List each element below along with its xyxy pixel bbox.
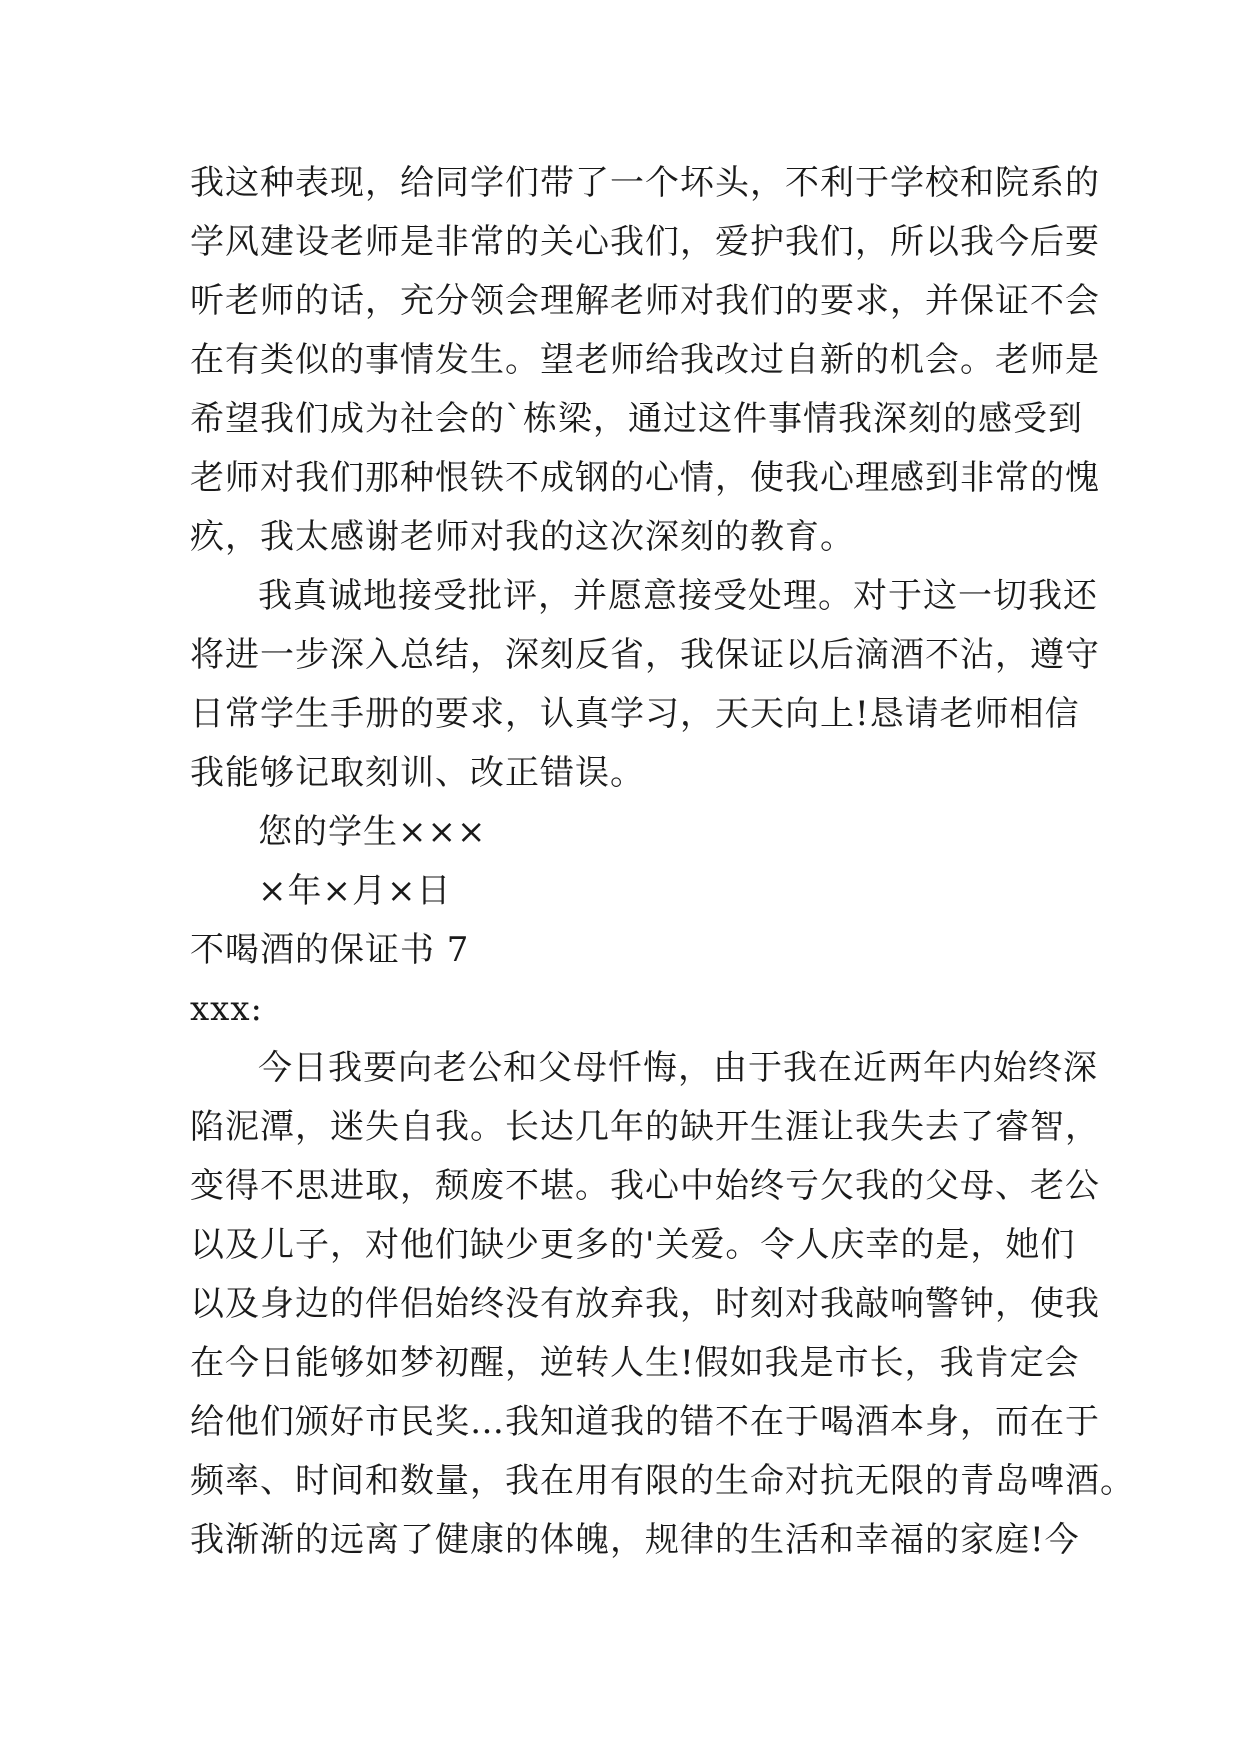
paragraph-3-line-1: 今日我要向老公和父母忏悔，由于我在近两年内始终深 [258, 1048, 1098, 1088]
paragraph-2-line-4: 我能够记取刻训、改正错误。 [190, 753, 645, 793]
paragraph-1-line-4: 在有类似的事情发生。望老师给我改过自新的机会。老师是 [190, 340, 1100, 380]
paragraph-1-line-2: 学风建设老师是非常的关心我们，爱护我们，所以我今后要 [190, 222, 1100, 262]
paragraph-2-line-2: 将进一步深入总结，深刻反省，我保证以后滴酒不沾，遵守 [190, 635, 1100, 675]
section-title: 不喝酒的保证书 7 [190, 930, 470, 970]
paragraph-3-line-3: 变得不思进取，颓废不堪。我心中始终亏欠我的父母、老公 [190, 1166, 1100, 1206]
paragraph-3-line-7: 给他们颁好市民奖…我知道我的错不在于喝酒本身，而在于 [190, 1402, 1100, 1442]
paragraph-3-line-5: 以及身边的伴侣始终没有放弃我，时刻对我敲响警钟，使我 [190, 1284, 1100, 1324]
salutation: xxx: [190, 989, 263, 1029]
paragraph-3-line-6: 在今日能够如梦初醒，逆转人生!假如我是市长，我肯定会 [190, 1343, 1080, 1383]
paragraph-2-line-1: 我真诚地接受批评，并愿意接受处理。对于这一切我还 [258, 576, 1098, 616]
paragraph-3-line-8: 频率、时间和数量，我在用有限的生命对抗无限的青岛啤酒。 [190, 1461, 1135, 1501]
signature-name: 您的学生××× [258, 812, 487, 852]
paragraph-1-line-1: 我这种表现，给同学们带了一个坏头，不利于学校和院系的 [190, 163, 1100, 203]
paragraph-1-line-6: 老师对我们那种恨铁不成钢的心情，使我心理感到非常的愧 [190, 458, 1100, 498]
paragraph-1-line-7: 疚，我太感谢老师对我的这次深刻的教育。 [190, 517, 855, 557]
paragraph-3-line-9: 我渐渐的远离了健康的体魄，规律的生活和幸福的家庭!今 [190, 1520, 1080, 1560]
paragraph-2-line-3: 日常学生手册的要求，认真学习，天天向上!恳请老师相信 [190, 694, 1080, 734]
paragraph-3-line-2: 陷泥潭，迷失自我。长达几年的缺开生涯让我失去了睿智， [190, 1107, 1100, 1147]
paragraph-3-line-4: 以及儿子，对他们缺少更多的'关爱。令人庆幸的是，她们 [190, 1225, 1076, 1265]
signature-date: ×年×月×日 [258, 871, 452, 911]
paragraph-1-line-3: 听老师的话，充分领会理解老师对我们的要求，并保证不会 [190, 281, 1100, 321]
paragraph-1-line-5: 希望我们成为社会的`栋梁，通过这件事情我深刻的感受到 [190, 399, 1083, 439]
